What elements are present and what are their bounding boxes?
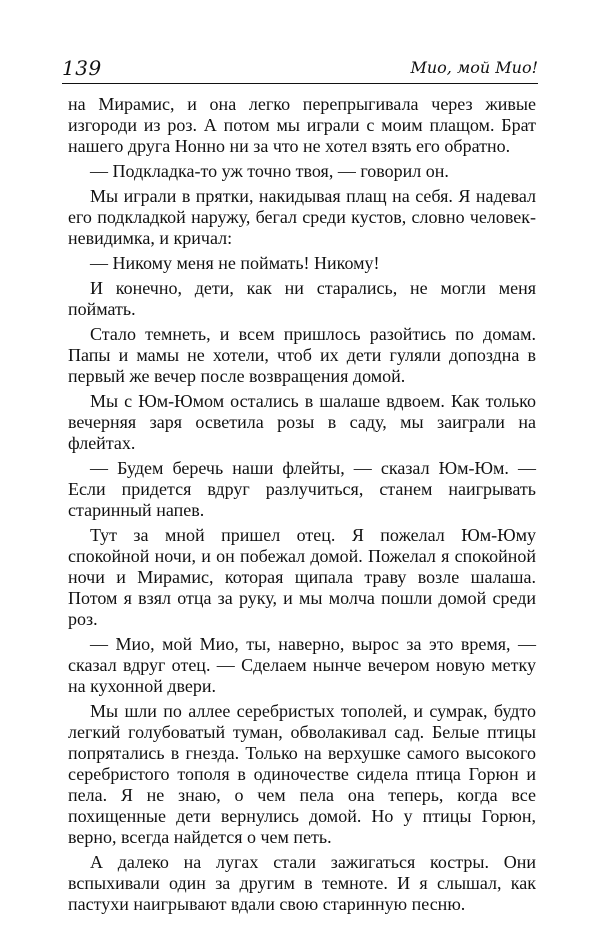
paragraph: — Подкладка-то уж точно твоя, — говорил он. bbox=[90, 161, 449, 181]
paragraph: — Мио, мой Мио, ты, наверно, вырос за это время, — сказал вдруг отец. — Сделаем нынче вечером новую метку на кухонной двери. bbox=[68, 634, 536, 696]
running-title: Мио, мой Мио! bbox=[410, 58, 538, 77]
paragraph: на Мирамис, и она легко перепрыгивала через живые изгороди из роз. А потом мы играли с моим плащом. Брат нашего друга Нонно ни за что не хотел взять его обратно. bbox=[68, 94, 536, 156]
paragraph: И конечно, дети, как ни старались, не могли меня поймать. bbox=[68, 278, 536, 319]
paragraph: Мы с Юм-Юмом остались в шалаше вдвоем. Как только вечерняя заря осветила розы в саду, мы заиграли на флейтах. bbox=[68, 391, 536, 453]
paragraph: Мы шли по аллее серебристых тополей, и сумрак, будто легкий голубоватый туман, обволакивал сад. Белые птицы попрятались в гнезда. Только на верхушке самого высокого серебристого тополя в одиночестве сидела птица Горюн и пела. Я не знаю, о чем пела она теперь, когда все похищенные дети вернулись домой. Но у птицы Горюн, верно, всегда найдется о чем петь. bbox=[68, 701, 536, 847]
paragraph: Стало темнеть, и всем пришлось разойтись по домам. Папы и мамы не хотели, чтоб их дети гуляли допоздна в первый же вечер после возвращения домой. bbox=[68, 324, 536, 386]
paragraph: — Будем беречь наши флейты, — сказал Юм-Юм. — Если придется вдруг разлучиться, станем наигрывать старинный напев. bbox=[68, 458, 536, 520]
paragraph: Тут за мной пришел отец. Я пожелал Юм-Юму спокойной ночи, и он побежал домой. Пожелал я спокойной ночи и Мирамис, которая щипала траву возле шалаша. Потом я взял отца за руку, и мы молча пошли домой среди роз. bbox=[68, 525, 536, 629]
paragraph: — Никому меня не поймать! Никому! bbox=[90, 253, 380, 273]
paragraph: А далеко на лугах стали зажигаться костры. Они вспыхивали один за другим в темноте. И я слышал, как пастухи наигрывают вдали свою старинную песню. bbox=[68, 852, 536, 914]
header-rule bbox=[62, 83, 538, 84]
paragraph: Мы играли в прятки, накидывая плащ на себя. Я надевал его подкладкой наружу, бегал среди кустов, словно человек-невидимка, и кричал: bbox=[68, 186, 536, 248]
running-header bbox=[62, 48, 538, 84]
body-text bbox=[68, 94, 536, 919]
page-number: 139 bbox=[62, 56, 102, 80]
